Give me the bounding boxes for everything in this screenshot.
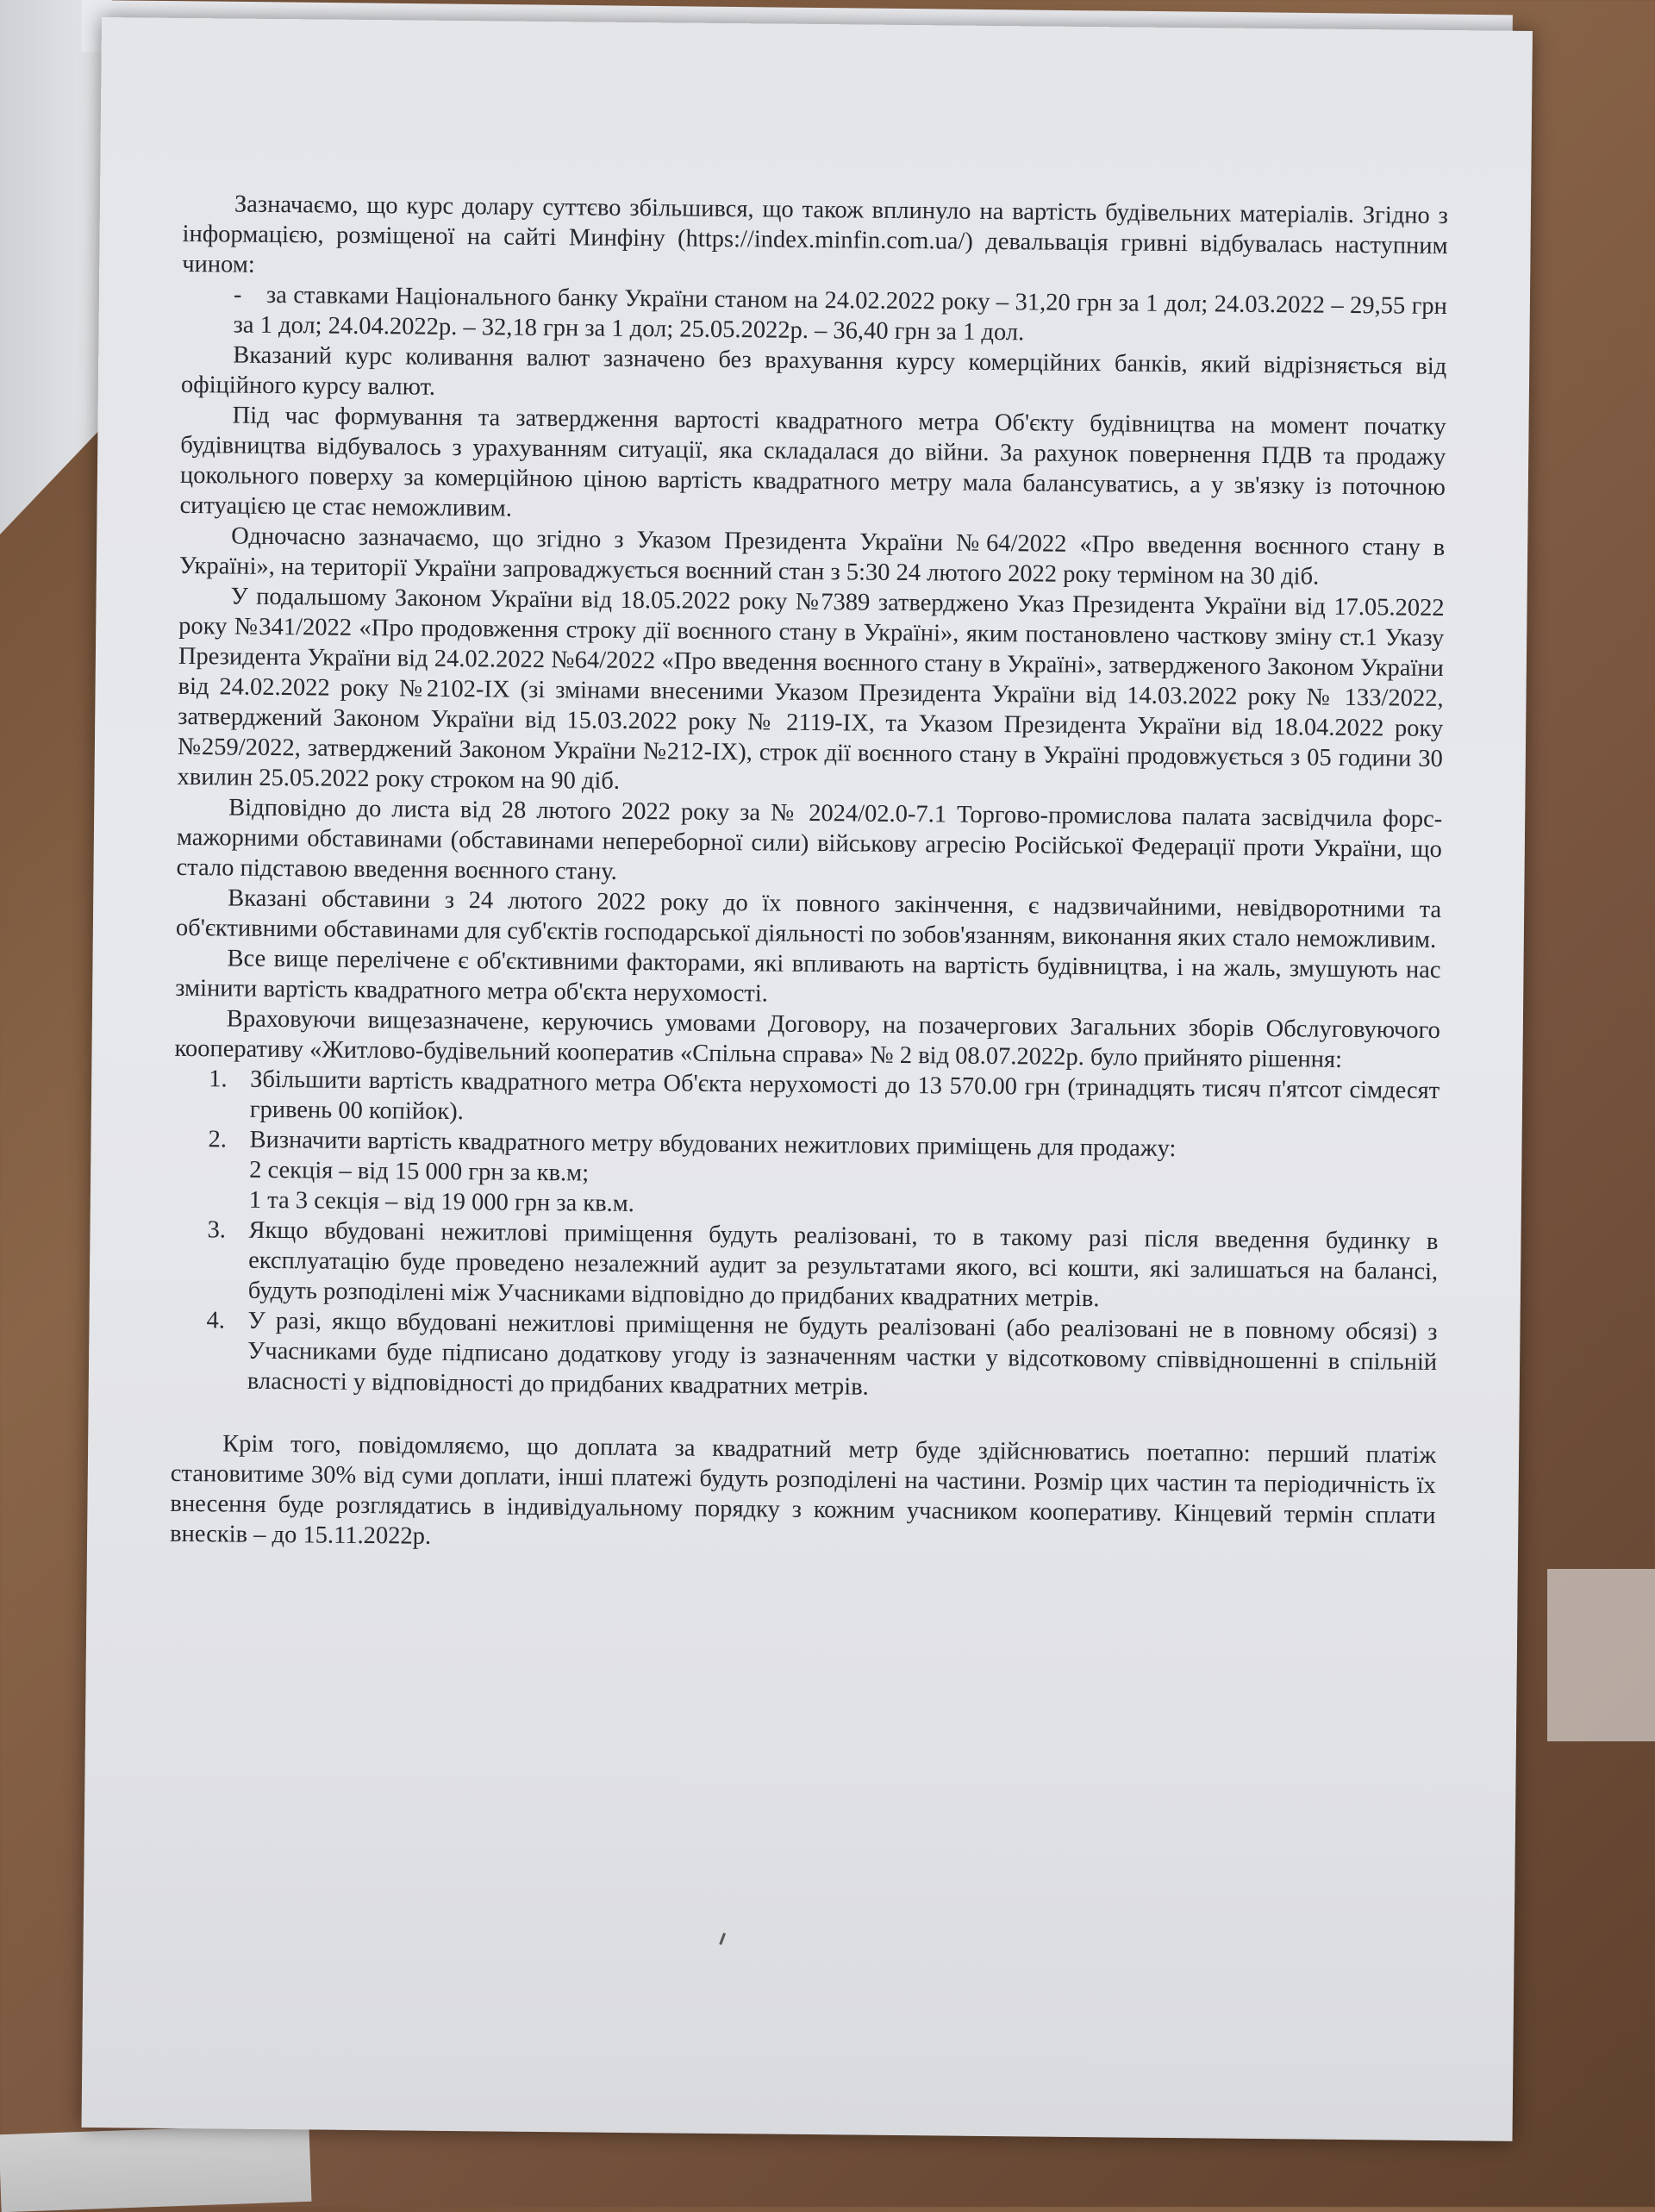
paragraph-payment-schedule: Крім того, повідомляємо, що доплата за квадратний метр буде здійснюватись поетапно: перший платіж становитиме 30% від суми доплати, інші платежі будуть розподілені на частини. Розмір цих частин та періодичність їх внесення буде розглядатись в індивідуальному порядку з кожним учасником кооперативу. Кінцевий термін сплати внесків – до 15.11.2022р. xyxy=(170,1430,1437,1550)
decision-text: У разі, якщо вбудовані нежитлові приміщення не будуть реалізовані (або реалізовані не в повному обсязі) з Учасниками буде підписано додаткову угоду із зазначенням частки у відсотковому співвідношенні в спільній власності у відповідності до придбаних квадратних метрів. xyxy=(247,1307,1438,1401)
decision-subitem: 1 та 3 секція – від 19 000 грн за кв.м. xyxy=(248,1186,635,1218)
decision-item xyxy=(172,1305,1438,1408)
decision-number: 3. xyxy=(207,1216,227,1244)
paragraph-martial-law-extension: У подальшому Законом України від 18.05.2022 року №7389 затверджено Указ Президента України від 17.05.2022 року №341/2022 «Про продовження строку дії воєнного стану в Україні», яким постановлено часткову зміну ст.1 Указу Президента України від 24.02.2022 №64/2022 «Про введення воєнного стану в Україні», затвердженого Законом України від 24.02.2022 року №2102-IX (зі змінами внесеними Указом Президента України від 14.03.2022 року № 133/2022, затверджений Законом України від 15.03.2022 року № 2119-IX, та Указом Президента України від 18.04.2022 року №259/2022, затверджений Законом України №212-IX), строк дії воєнного стану в Україні продовжується з 05 години 30 хвилин 25.05.2022 року строком на 90 діб. xyxy=(177,583,1445,795)
background-paper-corner xyxy=(1547,1569,1655,1741)
paragraph-extraordinary-circumstances: Вказані обставини з 24 лютого 2022 року до їх повного закінчення, є надзвичайними, невідворотними та об'єктивними обставинами для суб'єктів господарської діяльності по зобов'язанням, виконання яких стало неможливим. xyxy=(175,884,1442,953)
background-fabric xyxy=(0,2124,311,2212)
decision-item xyxy=(172,1215,1439,1317)
decision-subitem: 2 секція – від 15 000 грн за кв.м; xyxy=(249,1156,590,1187)
document-page xyxy=(82,17,1533,2141)
paragraph-force-majeure: Відповідно до листа від 28 лютого 2022 року за № 2024/02.0-7.1 Торгово-промислова палата засвідчила форс-мажорними обставинами (обставинами непереборної сили) військову агресію Російської Федерації проти України, що стало підставою введення воєнного стану. xyxy=(176,794,1443,885)
paragraph-decision-intro: Враховуючи вищезазначене, керуючись умовами Договору, на позачергових Загальних зборів Обслуговуючого кооперативу «Житлово-будівельний кооператив «Спільна справа» № 2 від 08.07.2022р. було прийнято рішення: xyxy=(174,1005,1440,1073)
decision-text: Збільшити вартість квадратного метра Об'єкта нерухомості до 13 570.00 грн (тринадцять тисяч п'ятсот сімдесят гривень 00 копійок). xyxy=(249,1065,1440,1126)
decision-list xyxy=(172,1064,1440,1408)
decision-text: Якщо вбудовані нежитлові приміщення будуть реалізовані, то в такому разі після введення будинку в експлуатацію буде проведено незалежний аудит за результатами якого, всі кошти, які залишаться на балансі, будуть розподілені між Учасниками відповідно до придбаних квадратних метрів. xyxy=(247,1216,1439,1313)
dash-marker: - xyxy=(233,281,242,309)
decision-number: 4. xyxy=(206,1307,226,1334)
paragraph-price-formation: Під час формування та затвердження вартості квадратного метра Об'єкту будівництва на момент початку будівництва відбувалось з урахуванням ситуації, яка складалася до війни. За рахунок повернення ПДВ та продажу цокольного поверху за комерційною ціною вартість квадратного метру мала балансуватись, а у зв'язку із поточною ситуацією це стає неможливим. xyxy=(179,402,1446,522)
paragraph-commercial-banks: Вказаний курс коливання валют зазначено без врахування курсу комерційних банків, який відрізняється від офіційного курсу валют. xyxy=(180,341,1447,401)
paragraph-martial-law-decree: Одночасно зазначаємо, що згідно з Указом Президента України №64/2022 «Про введення воєнного стану в Україні», на території України запроваджується воєнний стан з 5:30 24 лютого 2022 року терміном на 30 діб. xyxy=(178,522,1446,590)
decision-number: 1. xyxy=(209,1065,228,1093)
paragraph-objective-factors: Все вище перелічене є об'єктивними факторами, які впливають на вартість будівництва, і на жаль, змушують нас змінити вартість квадратного метра об'єкта нерухомості. xyxy=(175,945,1441,1008)
decision-item xyxy=(173,1124,1440,1227)
pen-mark xyxy=(719,1933,726,1945)
rates-text: за ставками Національного банку України станом на 24.02.2022 року – 31,20 грн за 1 дол; 24.03.2022 – 29,55 грн за 1 дол; 24.04.2022р. – 32,18 грн за 1 дол; 25.05.2022р. – 36,40 грн за 1 дол. xyxy=(233,281,1448,347)
background-paper-sheet xyxy=(0,0,112,534)
decision-number: 2. xyxy=(208,1126,228,1153)
paragraph-exchange-rate: Зазначаємо, що курс долару суттєво збільшився, що також вплинуло на вартість будівельних матеріалів. Згідно з інформацією, розміщеної на сайті Минфіну (https://index.minfin.com.ua/) девальвація гривні відбувалась наступним чином: xyxy=(182,191,1449,278)
document-body xyxy=(170,189,1448,1561)
decision-text: Визначити вартість квадратного метру вбудованих нежитлових приміщень для продажу: xyxy=(249,1126,1177,1163)
